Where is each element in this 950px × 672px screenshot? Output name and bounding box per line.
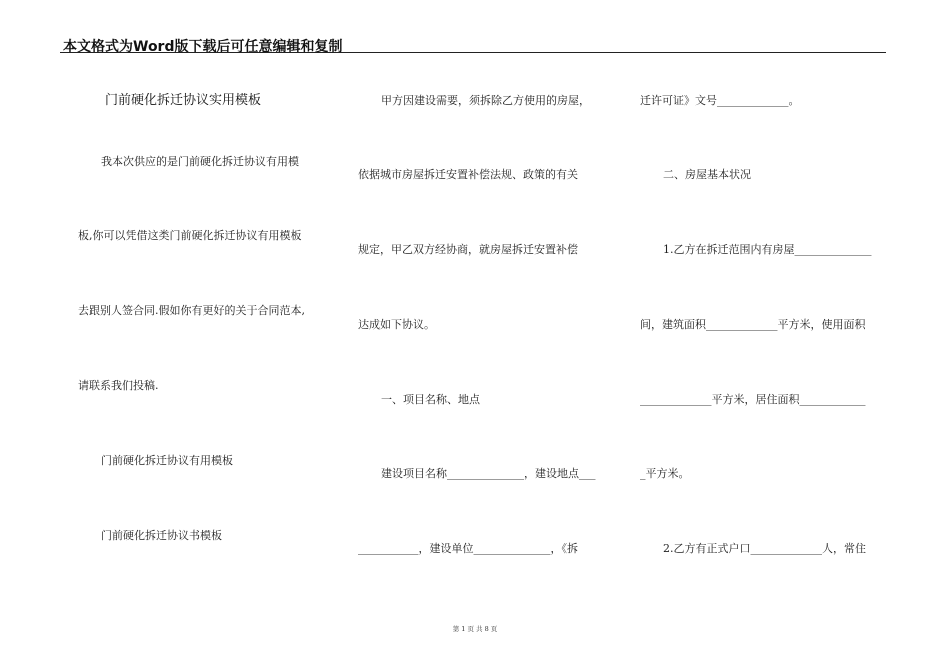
paragraph-line: 去跟别人签合同.假如你有更好的关于合同范本,: [78, 304, 305, 317]
paragraph-line: 依据城市房屋拆迁安置补偿法规、政策的有关: [358, 168, 578, 181]
document-header: 本文格式为Word版下载后可任意编辑和复制: [63, 39, 343, 55]
section-heading: 二、房屋基本状况: [663, 168, 751, 181]
paragraph-line: 门前硬化拆迁协议书模板: [101, 529, 222, 542]
paragraph-line: 板,你可以凭借这类门前硬化拆迁协议有用模板: [78, 229, 302, 242]
page-footer: 第 1 页 共 8 页: [452, 625, 498, 633]
header-divider: [60, 52, 886, 53]
document-title: 门前硬化拆迁协议实用模板: [105, 93, 262, 108]
section-heading: 一、项目名称、地点: [381, 393, 480, 406]
paragraph-line: _____________平方米，居住面积____________: [640, 393, 866, 406]
paragraph-line: 我本次供应的是门前硬化拆迁协议有用模: [101, 155, 299, 168]
paragraph-line: 1.乙方在拆迁范围内有房屋______________: [663, 243, 872, 256]
paragraph-line: 间，建筑面积_____________平方米，使用面积: [640, 318, 866, 331]
paragraph-line: 门前硬化拆迁协议有用模板: [101, 454, 233, 467]
paragraph-line: 规定，甲乙双方经协商，就房屋拆迁安置补偿: [358, 243, 578, 256]
paragraph-line: ___________，建设单位______________，《拆: [358, 542, 578, 555]
paragraph-line: 达成如下协议。: [358, 318, 435, 331]
paragraph-line: 请联系我们投稿.: [78, 379, 159, 392]
paragraph-line: _平方米。: [640, 467, 690, 480]
paragraph-line: 甲方因建设需要，须拆除乙方使用的房屋，: [381, 94, 590, 107]
paragraph-line: 迁许可证》文号_____________。: [640, 94, 800, 107]
paragraph-line: 建设项目名称______________，建设地点___: [381, 467, 596, 480]
paragraph-line: 2.乙方有正式户口_____________人，常住: [663, 542, 866, 555]
